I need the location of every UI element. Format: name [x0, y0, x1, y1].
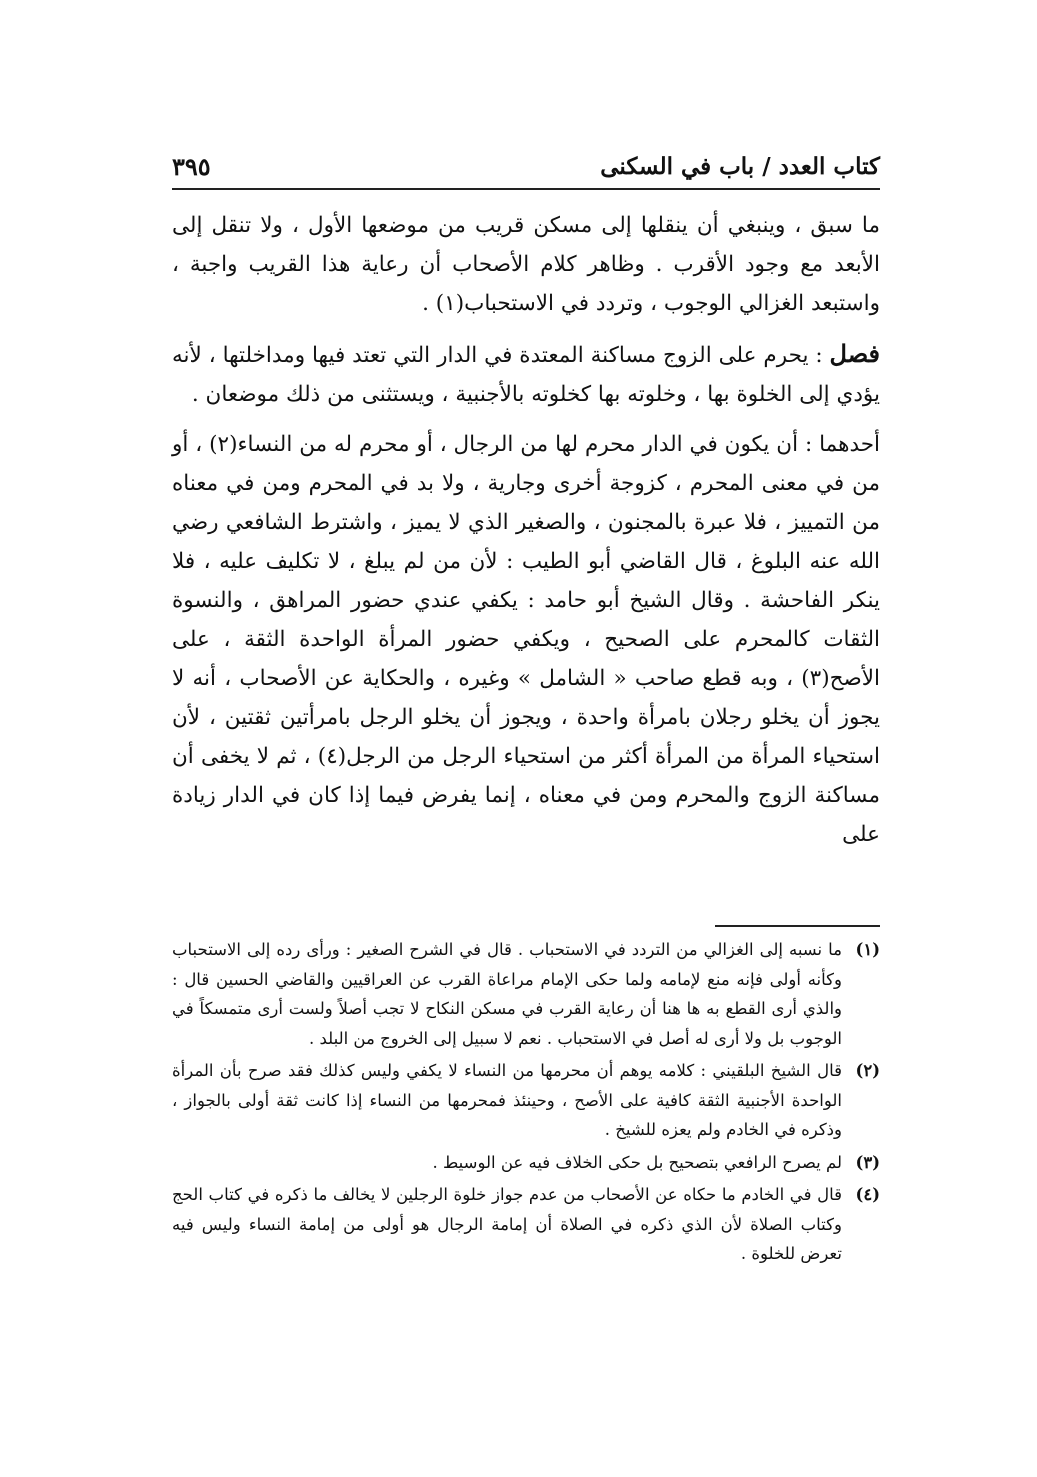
footnotes [172, 935, 880, 1272]
footnote-divider [715, 925, 880, 927]
footnote-number: (٢) [855, 1061, 880, 1080]
footnote-text: لم يصرح الرافعي بتصحيح بل حكى الخلاف فيه عن الوسيط . [432, 1152, 842, 1172]
chapter-title: كتاب العدد / باب في السكنى [600, 152, 880, 180]
footnote [172, 1056, 880, 1145]
main-text [172, 206, 880, 865]
footnote-number: (٣) [855, 1152, 880, 1172]
footnote [172, 1148, 880, 1178]
paragraph [172, 206, 880, 323]
footnote-text: قال في الخادم ما حكاه عن الأصحاب من عدم جواز خلوة الرجلين لا يخالف ما ذكره في كتاب الحج وكتاب الصلاة لأن الذي ذكره في الصلاة أن إمامة الرجال هو أولى من إمامة النساء وليس فيه تعرض للخلوة . [172, 1185, 842, 1263]
footnote-number: (٤) [855, 1185, 880, 1204]
paragraph [172, 425, 880, 854]
footnote [172, 935, 880, 1053]
footnote-text: قال الشيخ البلقيني : كلامه يوهم أن محرمها من النساء لا يكفي وليس كذلك فقد صرح بأن المرأة الواحدة الأجنبية الثقة كافية على الأصح ، وحينئذ فمحرمها من النساء إذا كانت ثقة أولى بالجواز ، وذكره في الخادم ولم يعزه للشيخ . [172, 1061, 842, 1139]
paragraph-text: : يحرم على الزوج مساكنة المعتدة في الدار التي تعتد فيها ومداخلتها ، لأنه يؤدي إلى الخلوة بها ، وخلوته بها كخلوته بالأجنبية ، ويستثنى من ذلك موضعان . [172, 343, 880, 407]
footnote-number: (١) [855, 940, 880, 959]
section-heading-fasl: فصل [829, 339, 880, 368]
paragraph [172, 334, 880, 414]
paragraph-text: ما سبق ، وينبغي أن ينقلها إلى مسكن قريب من موضعها الأول ، ولا تنقل إلى الأبعد مع وجود الأقرب . وظاهر كلام الأصحاب أن رعاية هذا القريب واجبة ، واستبعد الغزالي الوجوب ، وتردد في الاستحباب(١) . [172, 213, 880, 316]
page-number: ٣٩٥ [172, 151, 211, 181]
footnote-text: ما نسبه إلى الغزالي من التردد في الاستحباب . قال في الشرح الصغير : ورأى رده إلى الاستحباب وكأنه أولى فإنه منع لإمامه ولما حكى الإمام مراعاة القرب عن العراقيين والقاضي الحسين قال : والذي أرى القطع به ها هنا أن رعاية القرب في مسكن النكاح لا تجب أصلاً ولست أرى متمسكاً في الوجوب بل ولا أرى له أصل في الاستحباب . نعم لا سبيل إلى الخروج من البلد . [172, 940, 842, 1048]
running-header [172, 146, 880, 186]
paragraph-text: أحدهما : أن يكون في الدار محرم لها من الرجال ، أو محرم له من النساء(٢) ، أو من في معنى المحرم ، كزوجة أخرى وجارية ، ولا بد في المحرم ومن في معناه من التمييز ، فلا عبرة بالمجنون ، والصغير الذي لا يميز ، واشترط الشافعي رضي الله عنه البلوغ ، قال القاضي أبو الطيب : لأن من لم يبلغ ، لا تكليف عليه ، فلا ينكر الفاحشة . وقال الشيخ أبو حامد : يكفي عندي حضور المراهق ، والنسوة الثقات كالمحرم على الصحيح ، ويكفي حضور المرأة الواحدة الثقة ، على الأصح(٣) ، وبه قطع صاحب « الشامل » وغيره ، والحكاية عن الأصحاب ، أنه لا يجوز أن يخلو رجلان بامرأة واحدة ، ويجوز أن يخلو الرجل بامرأتين ثقتين ، لأن استحياء المرأة من المرأة أكثر من استحياء الرجل من الرجل(٤) ، ثم لا يخفى أن مساكنة الزوج والمحرم ومن في معناه ، إنما يفرض فيما إذا كان في الدار زيادة على [172, 432, 880, 847]
header-divider [172, 188, 880, 190]
footnote [172, 1180, 880, 1269]
